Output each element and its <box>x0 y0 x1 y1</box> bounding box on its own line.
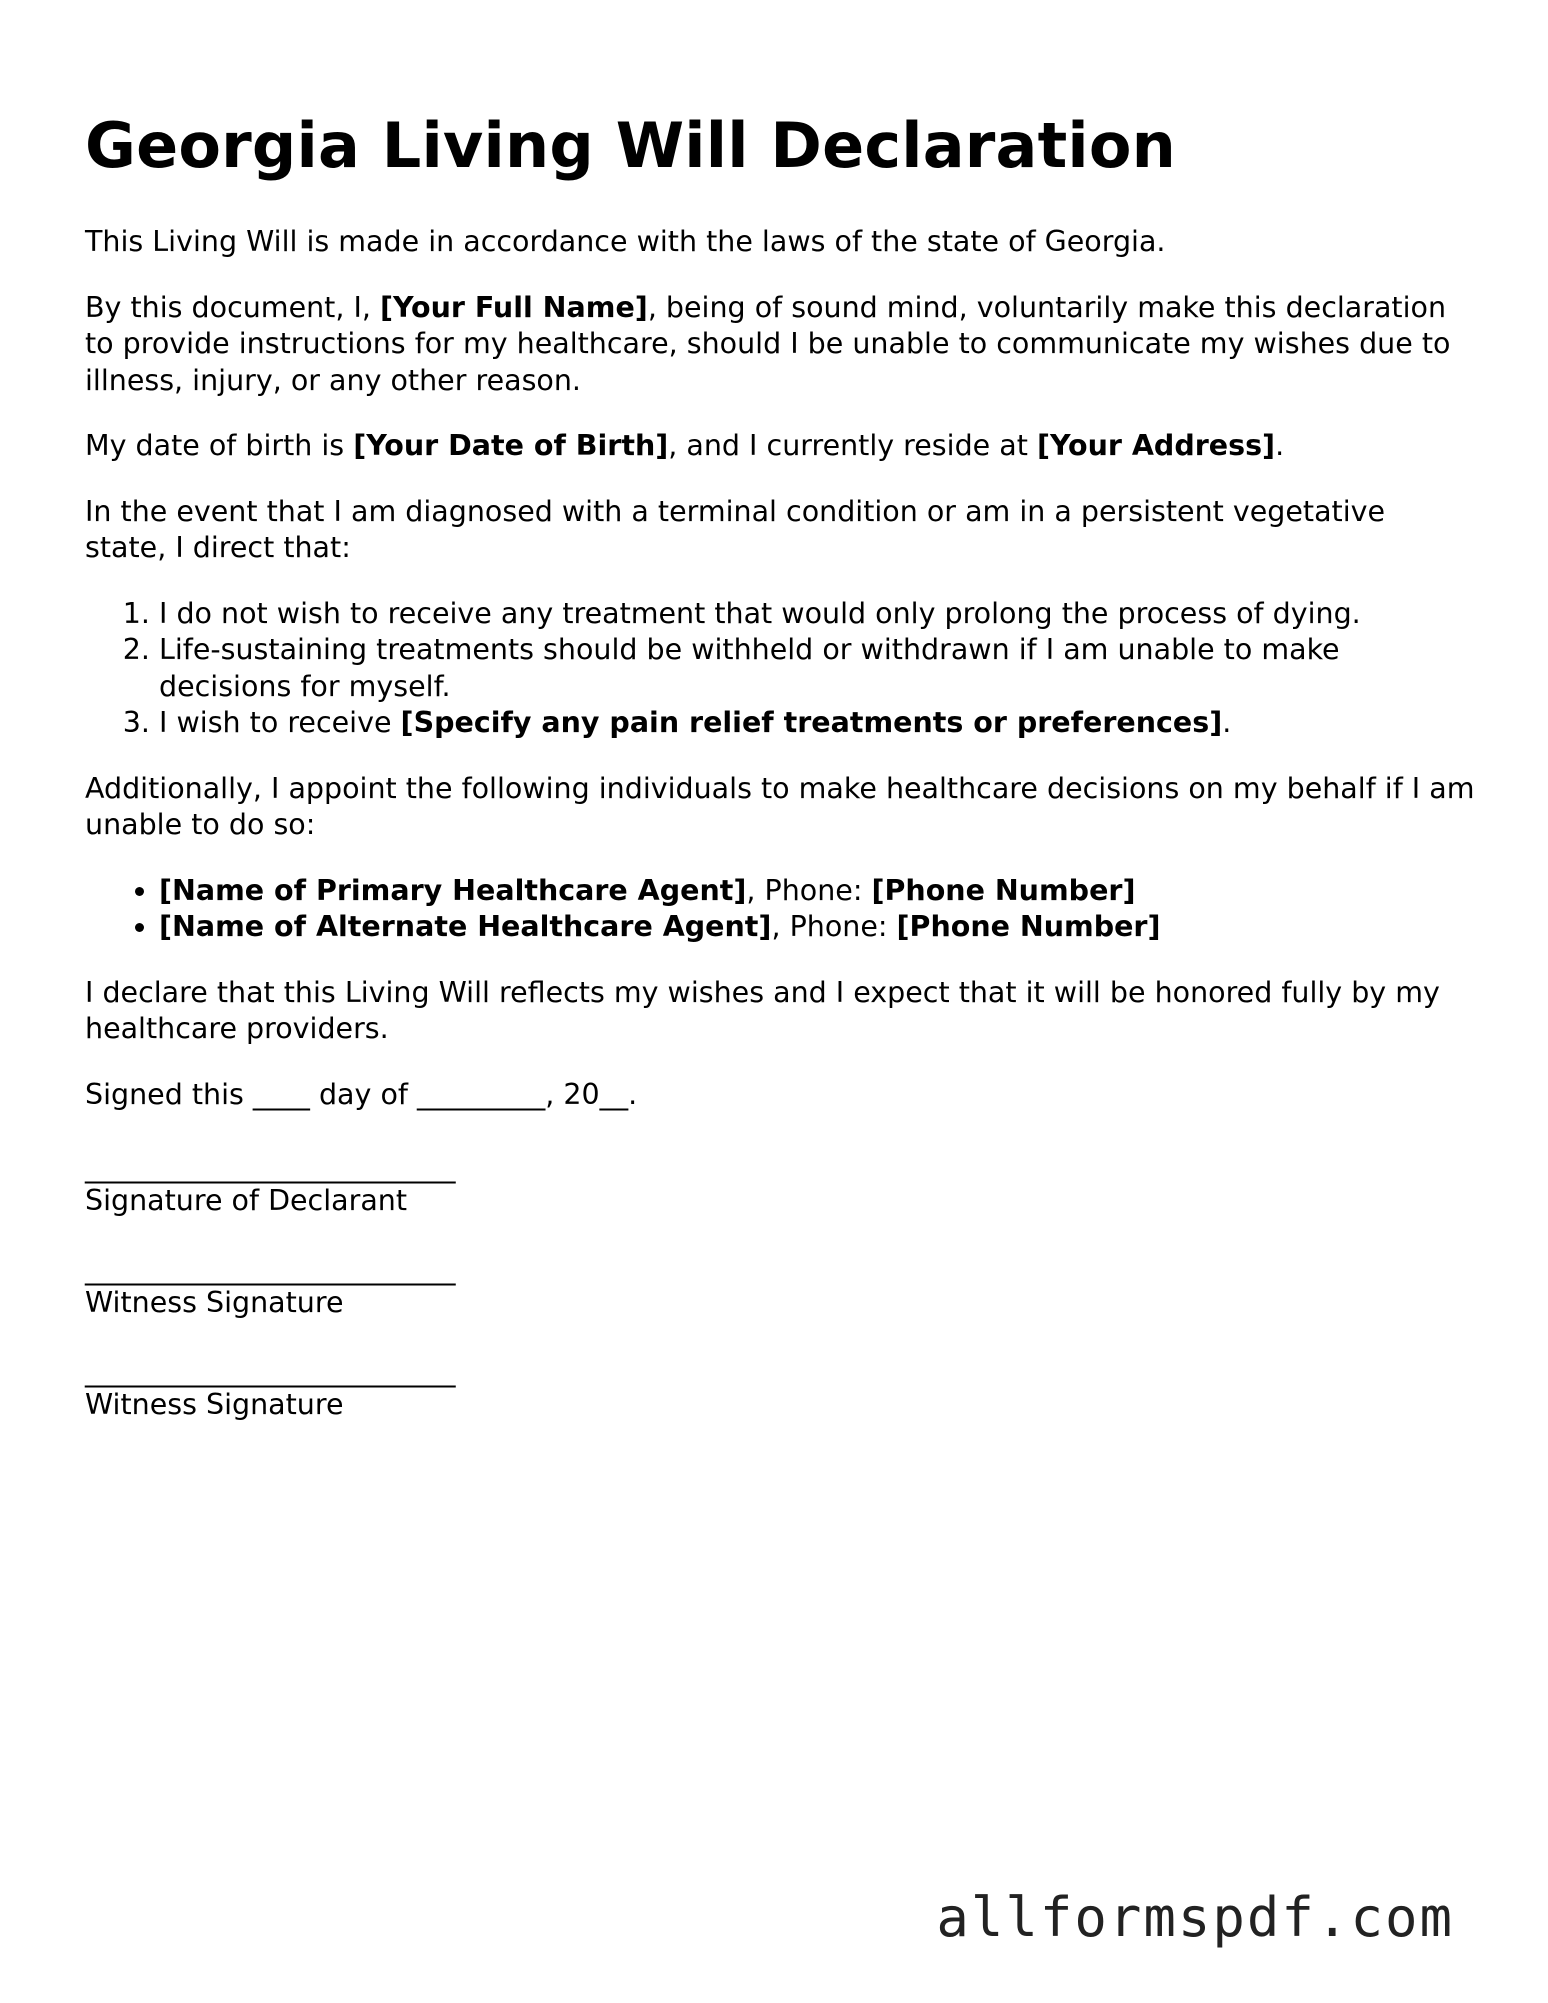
address-placeholder: [Your Address] <box>1036 429 1276 462</box>
dob-placeholder: [Your Date of Birth] <box>353 429 669 462</box>
phone-placeholder: [Phone Number] <box>871 873 1136 907</box>
pain-relief-placeholder: [Specify any pain relief treatments or preferences] <box>400 706 1223 739</box>
directives-list <box>85 596 1475 742</box>
condition-paragraph: In the event that I am diagnosed with a terminal condition or am in a persistent vegetative state, I direct that: <box>85 494 1386 564</box>
declaration-paragraph <box>85 290 1475 400</box>
intro-paragraph: This Living Will is made in accordance with the laws of the state of Georgia. <box>85 225 1166 258</box>
directive-item <box>159 705 1475 742</box>
birth-middle: , and I currently reside at <box>668 429 1037 462</box>
declaration-prefix: By this document, I, <box>85 290 380 324</box>
agent-name: [Name of Alternate Healthcare Agent] <box>159 910 772 943</box>
declarant-signature <box>85 1151 1475 1217</box>
agents-list <box>85 873 1475 946</box>
agent-item-alternate <box>159 909 1475 946</box>
witness-signature-2 <box>85 1355 1475 1421</box>
closing-paragraph: I declare that this Living Will reflects my wishes and I expect that it will be honored fully by my healthcare providers. <box>85 975 1440 1045</box>
watermark: allformspdf.com <box>936 1886 1454 1949</box>
declarant-label: Signature of Declarant <box>85 1184 408 1217</box>
birth-suffix: . <box>1275 429 1285 462</box>
phone-label: , Phone: <box>771 910 897 943</box>
directive3-prefix: I wish to receive <box>159 706 401 739</box>
directive-item: 1. I do not wish to receive any treatment that would only prolong the process of dying. <box>159 596 1475 633</box>
directive3-suffix: . <box>1222 706 1232 739</box>
agent-item-primary <box>159 873 1475 910</box>
birth-paragraph <box>85 428 1475 465</box>
document-title: Georgia Living Will Declaration <box>85 109 1177 182</box>
signed-date-line: Signed this ____ day of _________, 20__. <box>85 1077 638 1111</box>
signature-block <box>85 1151 1475 1421</box>
birth-prefix: My date of birth is <box>85 429 354 462</box>
signature-line: __________________________ <box>85 1253 456 1286</box>
declaration-suffix: , being of sound mind, voluntarily make this declaration to provide instructions for my healthcare, should I be unable to communicate my wishes due to illness, injury, or any other reason. <box>85 290 1451 397</box>
phone-label: , Phone: <box>746 873 872 907</box>
witness-signature-1 <box>85 1253 1475 1319</box>
signature-line: __________________________ <box>85 1355 456 1388</box>
agent-name: [Name of Primary Healthcare Agent] <box>159 873 747 907</box>
witness-label: Witness Signature <box>85 1286 344 1319</box>
directive-item: 2. Life-sustaining treatments should be withheld or withdrawn if I am unable to make decisions for myself. <box>159 632 1475 705</box>
appoint-paragraph: Additionally, I appoint the following individuals to make healthcare decisions on my behalf if I am unable to do so: <box>85 771 1475 841</box>
signature-line: __________________________ <box>85 1151 456 1184</box>
document-page <box>85 108 1475 1457</box>
phone-placeholder: [Phone Number] <box>896 910 1161 943</box>
witness-label: Witness Signature <box>85 1388 344 1421</box>
full-name-placeholder: [Your Full Name] <box>379 290 648 324</box>
